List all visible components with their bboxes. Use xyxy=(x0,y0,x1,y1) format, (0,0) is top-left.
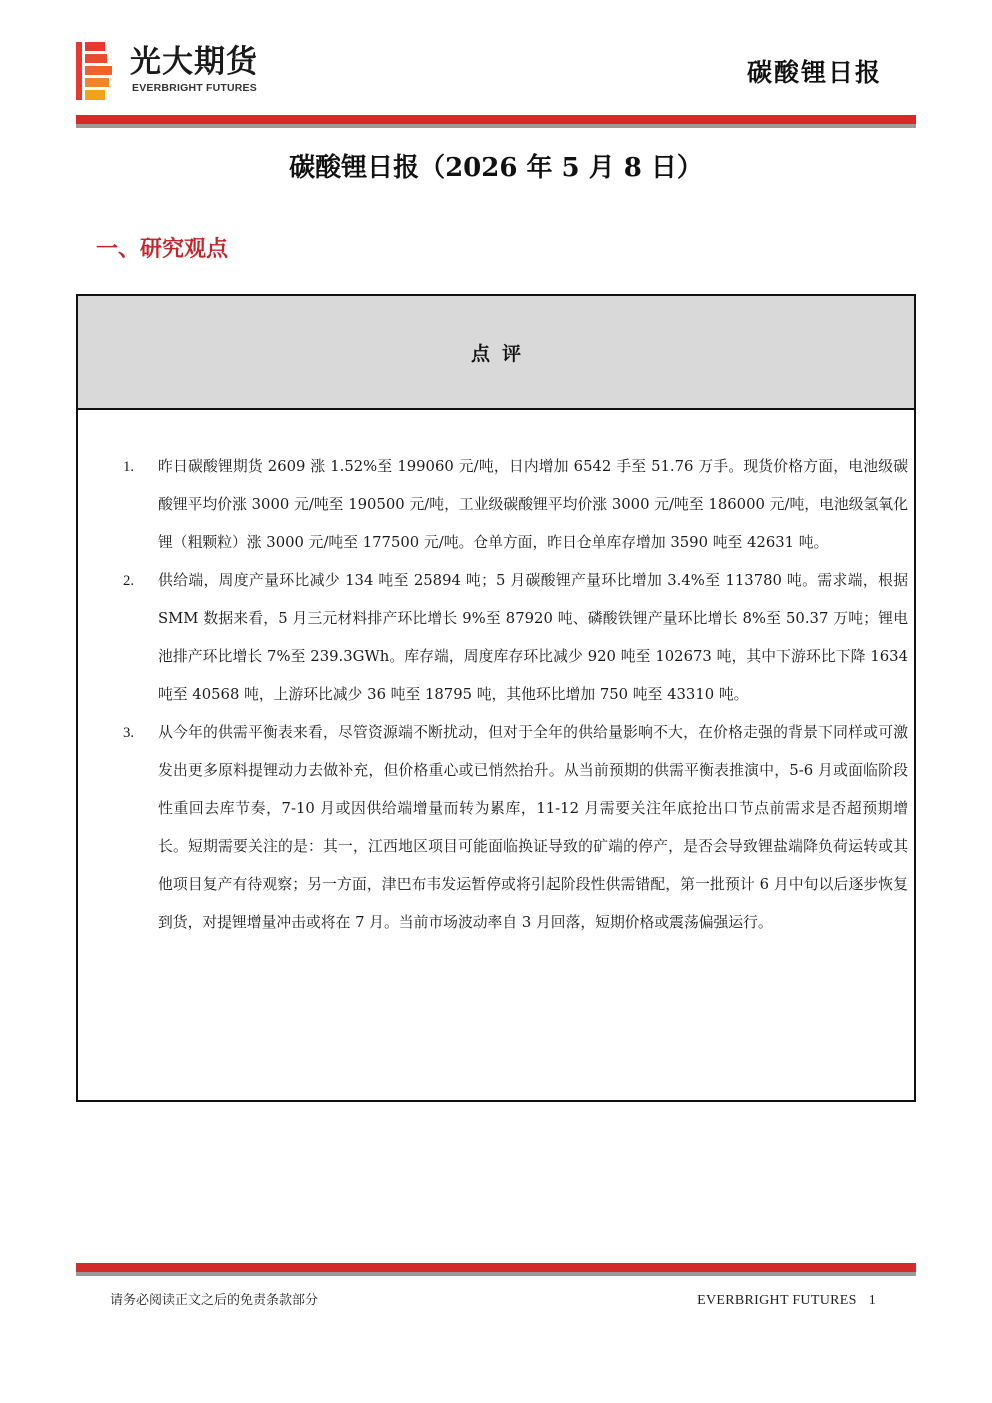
footer-divider xyxy=(76,1263,916,1276)
everbright-logo-icon xyxy=(76,42,114,100)
header-divider xyxy=(76,115,916,128)
commentary-body xyxy=(78,410,914,942)
item-text: 从今年的供需平衡表来看，尽管资源端不断扰动，但对于全年的供给量影响不大，在价格走强的背景下同样或可激发出更多原料提锂动力去做补充，但价格重心或已悄然抬升。从当前预期的供需平衡表推演中，5-6 月或面临阶段性重回去库节奏，7-10 月或因供给端增量而转为累库，11-12 月需要关注年底抢出口节点前需求是否超预期增长。短期需要关注的是：其一，江西地区项目可能面临换证导致的矿端的停产，是否会导致锂盐端降负荷运转或其他项目复产有待观察；另一方面，津巴布韦发运暂停或将引起阶段性供需错配，第一批预计 6 月中旬以后逐步恢复到货，对提锂增量冲击或将在 7 月。当前市场波动率自 3 月回落，短期价格或震荡偏强运行。 xyxy=(158,724,908,931)
item-text: 昨日碳酸锂期货 2609 涨 1.52%至 199060 元/吨，日内增加 6542 手至 51.76 万手。现货价格方面，电池级碳酸锂平均价涨 3000 元/吨至 190500 元/吨，工业级碳酸锂平均价涨 3000 元/吨至 186000 元/吨，电池级氢氧化锂（粗颗粒）涨 3000 元/吨至 177500 元/吨。仓单方面，昨日仓单库存增加 3590 吨至 42631 吨。 xyxy=(158,458,908,551)
footer-company: EVERBRIGHT FUTURES xyxy=(697,1293,857,1308)
commentary-item xyxy=(123,562,908,714)
disclaimer-note: 请务必阅读正文之后的免责条款部分 xyxy=(110,1293,319,1308)
commentary-heading: 点评 xyxy=(470,342,533,365)
commentary-header xyxy=(78,296,914,410)
item-number: 1. xyxy=(123,459,135,475)
footer-right xyxy=(697,1292,876,1310)
item-number: 2. xyxy=(123,573,135,589)
report-name: 碳酸锂日报 xyxy=(746,58,882,87)
brand-name-en: EVERBRIGHT FUTURES xyxy=(132,82,257,94)
page-number: 1 xyxy=(868,1293,876,1308)
commentary-item xyxy=(123,448,908,562)
brand-name-cn: 光大期货 xyxy=(130,44,258,80)
commentary-item xyxy=(123,714,908,942)
section-heading: 一、研究观点 xyxy=(96,237,229,262)
item-number: 3. xyxy=(123,725,135,741)
item-text: 供给端，周度产量环比减少 134 吨至 25894 吨；5 月碳酸锂产量环比增加 3.4%至 113780 吨。需求端，根据 SMM 数据来看，5 月三元材料排产环比增长 9%至 87920 吨、磷酸铁锂产量环比增长 8%至 50.37 万吨；锂电池排产环比增长 7%至 239.3GWh。库存端，周度库存环比减少 920 吨至 102673 吨，其中下游环比下降 1634 吨至 40568 吨，上游环比减少 36 吨至 18795 吨，其他环比增加 750 吨至 43310 吨。 xyxy=(158,572,908,703)
document-title: 碳酸锂日报（2026 年 5 月 8 日） xyxy=(289,153,703,183)
commentary-table xyxy=(76,294,916,1102)
